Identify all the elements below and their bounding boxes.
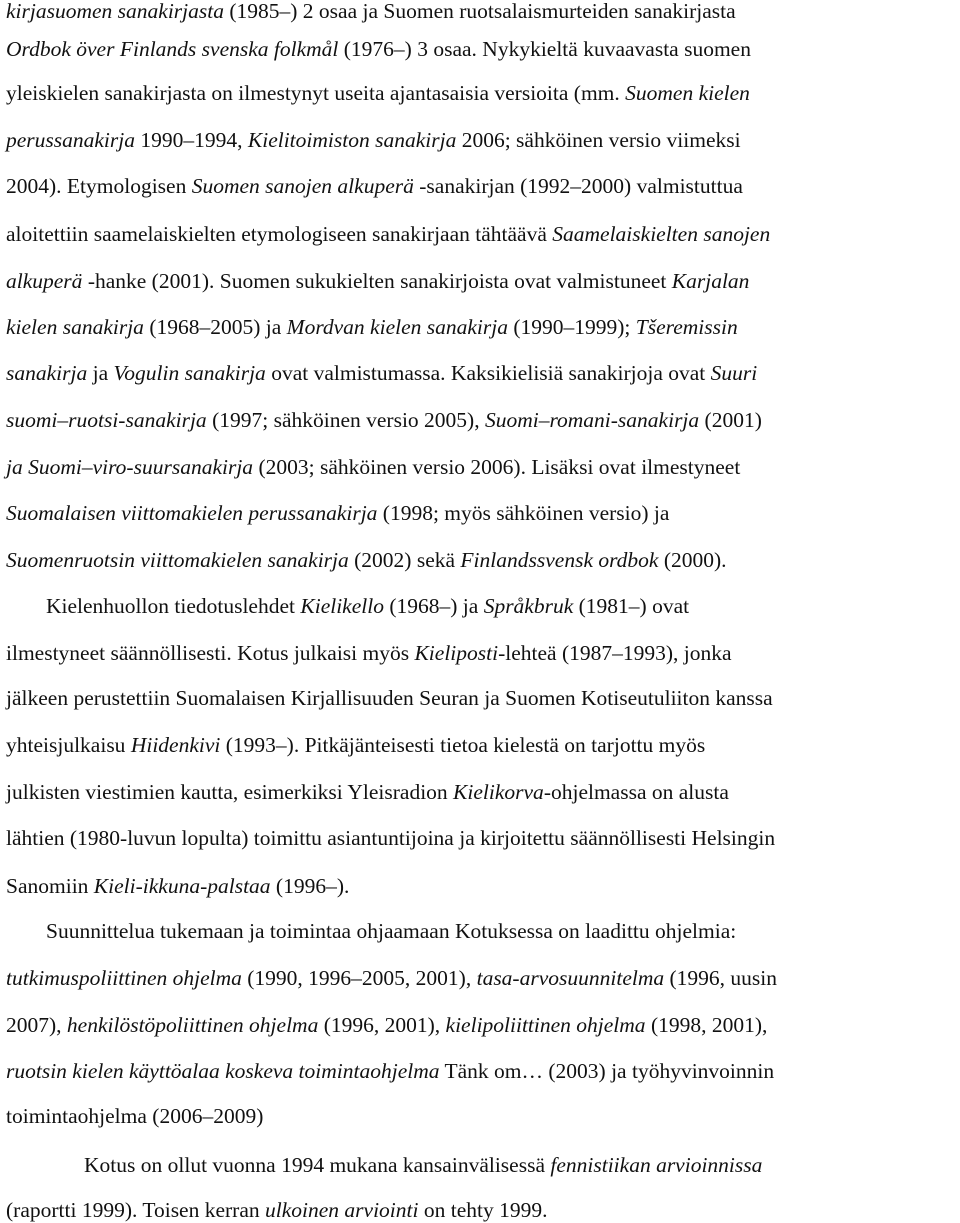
text-segment: (1990–1999);	[507, 315, 636, 339]
text-segment: (2002) sekä	[348, 548, 461, 572]
text-segment: 2004). Etymologisen	[6, 174, 192, 198]
text-line	[6, 268, 749, 294]
text-segment: (2003; sähköinen versio 2006). Lisäksi ovat ilmestyneet	[253, 455, 741, 479]
text-segment: (1996, uusin	[664, 966, 777, 990]
text-line	[6, 407, 762, 433]
italic-text-segment: Språkbruk	[483, 594, 574, 618]
text-line	[6, 454, 740, 480]
italic-text-segment: ja Suomi–viro-suursanakirja	[6, 455, 254, 479]
text-segment: (1993–). Pitkäjänteisesti tietoa kielestä on tarjottu myös	[220, 733, 706, 757]
text-line	[6, 221, 770, 247]
text-segment: 2007),	[6, 1013, 67, 1037]
text-segment: Tänk om… (2003) ja työhyvinvoinnin	[439, 1059, 775, 1083]
text-line	[6, 779, 729, 805]
italic-text-segment: henkilöstöpoliittinen ohjelma	[66, 1013, 319, 1037]
text-line	[6, 640, 732, 666]
text-segment: (1997; sähköinen versio 2005),	[206, 408, 485, 432]
text-segment: ja	[87, 361, 114, 385]
text-line	[6, 360, 757, 386]
italic-text-segment: ulkoinen arviointi	[265, 1198, 419, 1222]
italic-text-segment: tasa-arvosuunnitelma	[476, 966, 665, 990]
text-segment: ovat valmistumassa. Kaksikielisiä sanakirjoja ovat	[265, 361, 711, 385]
text-segment: (1998, 2001),	[645, 1013, 768, 1037]
italic-text-segment: Kieli-ikkuna-palstaa	[93, 874, 271, 898]
text-segment: (1968–2005) ja	[143, 315, 287, 339]
text-line	[6, 825, 775, 851]
text-line	[6, 500, 669, 526]
text-line	[6, 127, 741, 153]
text-segment: -sanakirjan (1992–2000) valmistuttua	[413, 174, 743, 198]
italic-text-segment: Mordvan kielen sanakirja	[286, 315, 508, 339]
text-line	[6, 36, 751, 62]
text-line	[84, 1152, 762, 1178]
text-line	[6, 873, 349, 899]
text-segment: toimintaohjelma (2006–2009)	[6, 1104, 264, 1128]
text-line	[6, 1103, 263, 1129]
text-segment: Suunnittelua tukemaan ja toimintaa ohjaamaan Kotuksessa on laadittu ohjelmia:	[46, 919, 737, 943]
text-segment: yleiskielen sanakirjasta on ilmestynyt useita ajantasaisia versioita (mm.	[6, 81, 626, 105]
text-line	[6, 173, 743, 199]
text-segment: ilmestyneet säännöllisesti. Kotus julkaisi myös	[6, 641, 415, 665]
italic-text-segment: Ordbok över Finlands svenska folkmål	[6, 37, 339, 61]
text-line	[46, 593, 689, 619]
text-segment: julkisten viestimien kautta, esimerkiksi Yleisradion	[6, 780, 454, 804]
italic-text-segment: suomi–ruotsi-sanakirja	[6, 408, 207, 432]
text-segment: 1990–1994,	[135, 128, 248, 152]
text-segment: lähtien (1980-luvun lopulta) toimittu asiantuntijoina ja kirjoitettu säännöllisesti Helsingin	[6, 826, 776, 850]
text-segment: aloitettiin saamelaiskielten etymologiseen sanakirjaan tähtäävä	[6, 222, 553, 246]
italic-text-segment: kirjasuomen sanakirjasta	[6, 0, 224, 23]
text-line	[6, 1012, 767, 1038]
italic-text-segment: Kielikorva	[453, 780, 544, 804]
text-line	[46, 918, 736, 944]
text-segment: (1990, 1996–2005, 2001),	[241, 966, 477, 990]
italic-text-segment: Saamelaiskielten sanojen	[552, 222, 771, 246]
text-segment: -lehteä (1987–1993), jonka	[498, 641, 732, 665]
text-segment: Kielenhuollon tiedotuslehdet	[46, 594, 301, 618]
italic-text-segment: Suomen sanojen alkuperä	[191, 174, 414, 198]
text-segment: -hanke (2001). Suomen sukukielten sanakirjoista ovat valmistuneet	[82, 269, 672, 293]
italic-text-segment: perussanakirja	[6, 128, 135, 152]
text-segment: (1998; myös sähköinen versio) ja	[377, 501, 670, 525]
text-line	[6, 685, 773, 711]
text-line	[6, 314, 738, 340]
italic-text-segment: kielipoliittinen ohjelma	[445, 1013, 646, 1037]
text-segment: (1985–) 2 osaa ja Suomen ruotsalaismurteiden sanakirjasta	[223, 0, 736, 23]
italic-text-segment: sanakirja	[6, 361, 88, 385]
italic-text-segment: Finlandssvensk ordbok	[460, 548, 659, 572]
text-segment: -ohjelmassa on alusta	[543, 780, 729, 804]
text-segment: (1996–).	[270, 874, 350, 898]
italic-text-segment: tutkimuspoliittinen ohjelma	[6, 966, 242, 990]
italic-text-segment: Karjalan	[671, 269, 750, 293]
text-segment: (raportti 1999). Toisen kerran	[6, 1198, 266, 1222]
italic-text-segment: Suomi–romani-sanakirja	[484, 408, 700, 432]
text-segment: jälkeen perustettiin Suomalaisen Kirjallisuuden Seuran ja Suomen Kotiseutuliiton kanssa	[6, 686, 773, 710]
text-segment: Kotus on ollut vuonna 1994 mukana kansainvälisessä	[84, 1153, 551, 1177]
text-line	[6, 1058, 774, 1084]
italic-text-segment: fennistiikan arvioinnissa	[550, 1153, 763, 1177]
italic-text-segment: Tšeremissin	[635, 315, 738, 339]
italic-text-segment: Suomalaisen viittomakielen perussanakirja	[6, 501, 378, 525]
text-line	[6, 732, 705, 758]
text-segment: on tehty 1999.	[418, 1198, 548, 1222]
italic-text-segment: kielen sanakirja	[6, 315, 144, 339]
italic-text-segment: Suomen kielen	[625, 81, 750, 105]
text-segment: (1996, 2001),	[318, 1013, 446, 1037]
italic-text-segment: Suuri	[710, 361, 758, 385]
text-segment: 2006; sähköinen versio viimeksi	[456, 128, 741, 152]
italic-text-segment: Kieliposti	[414, 641, 499, 665]
italic-text-segment: Vogulin sanakirja	[113, 361, 266, 385]
text-line	[6, 965, 777, 991]
italic-text-segment: Kielikello	[300, 594, 384, 618]
text-segment: (1968–) ja	[383, 594, 484, 618]
text-line	[6, 1197, 547, 1223]
text-segment: Sanomiin	[6, 874, 94, 898]
italic-text-segment: ruotsin kielen käyttöalaa koskeva toimintaohjelma	[6, 1059, 440, 1083]
text-line	[6, 0, 736, 24]
italic-text-segment: alkuperä	[6, 269, 83, 293]
text-line	[6, 547, 727, 573]
italic-text-segment: Kielitoimiston sanakirja	[247, 128, 457, 152]
italic-text-segment: Hiidenkivi	[130, 733, 221, 757]
italic-text-segment: Suomenruotsin viittomakielen sanakirja	[6, 548, 349, 572]
text-segment: yhteisjulkaisu	[6, 733, 131, 757]
text-line	[6, 80, 750, 106]
text-segment: (1981–) ovat	[573, 594, 690, 618]
text-segment: (2000).	[658, 548, 727, 572]
text-segment: (2001)	[699, 408, 762, 432]
text-segment: (1976–) 3 osaa. Nykykieltä kuvaavasta suomen	[338, 37, 751, 61]
